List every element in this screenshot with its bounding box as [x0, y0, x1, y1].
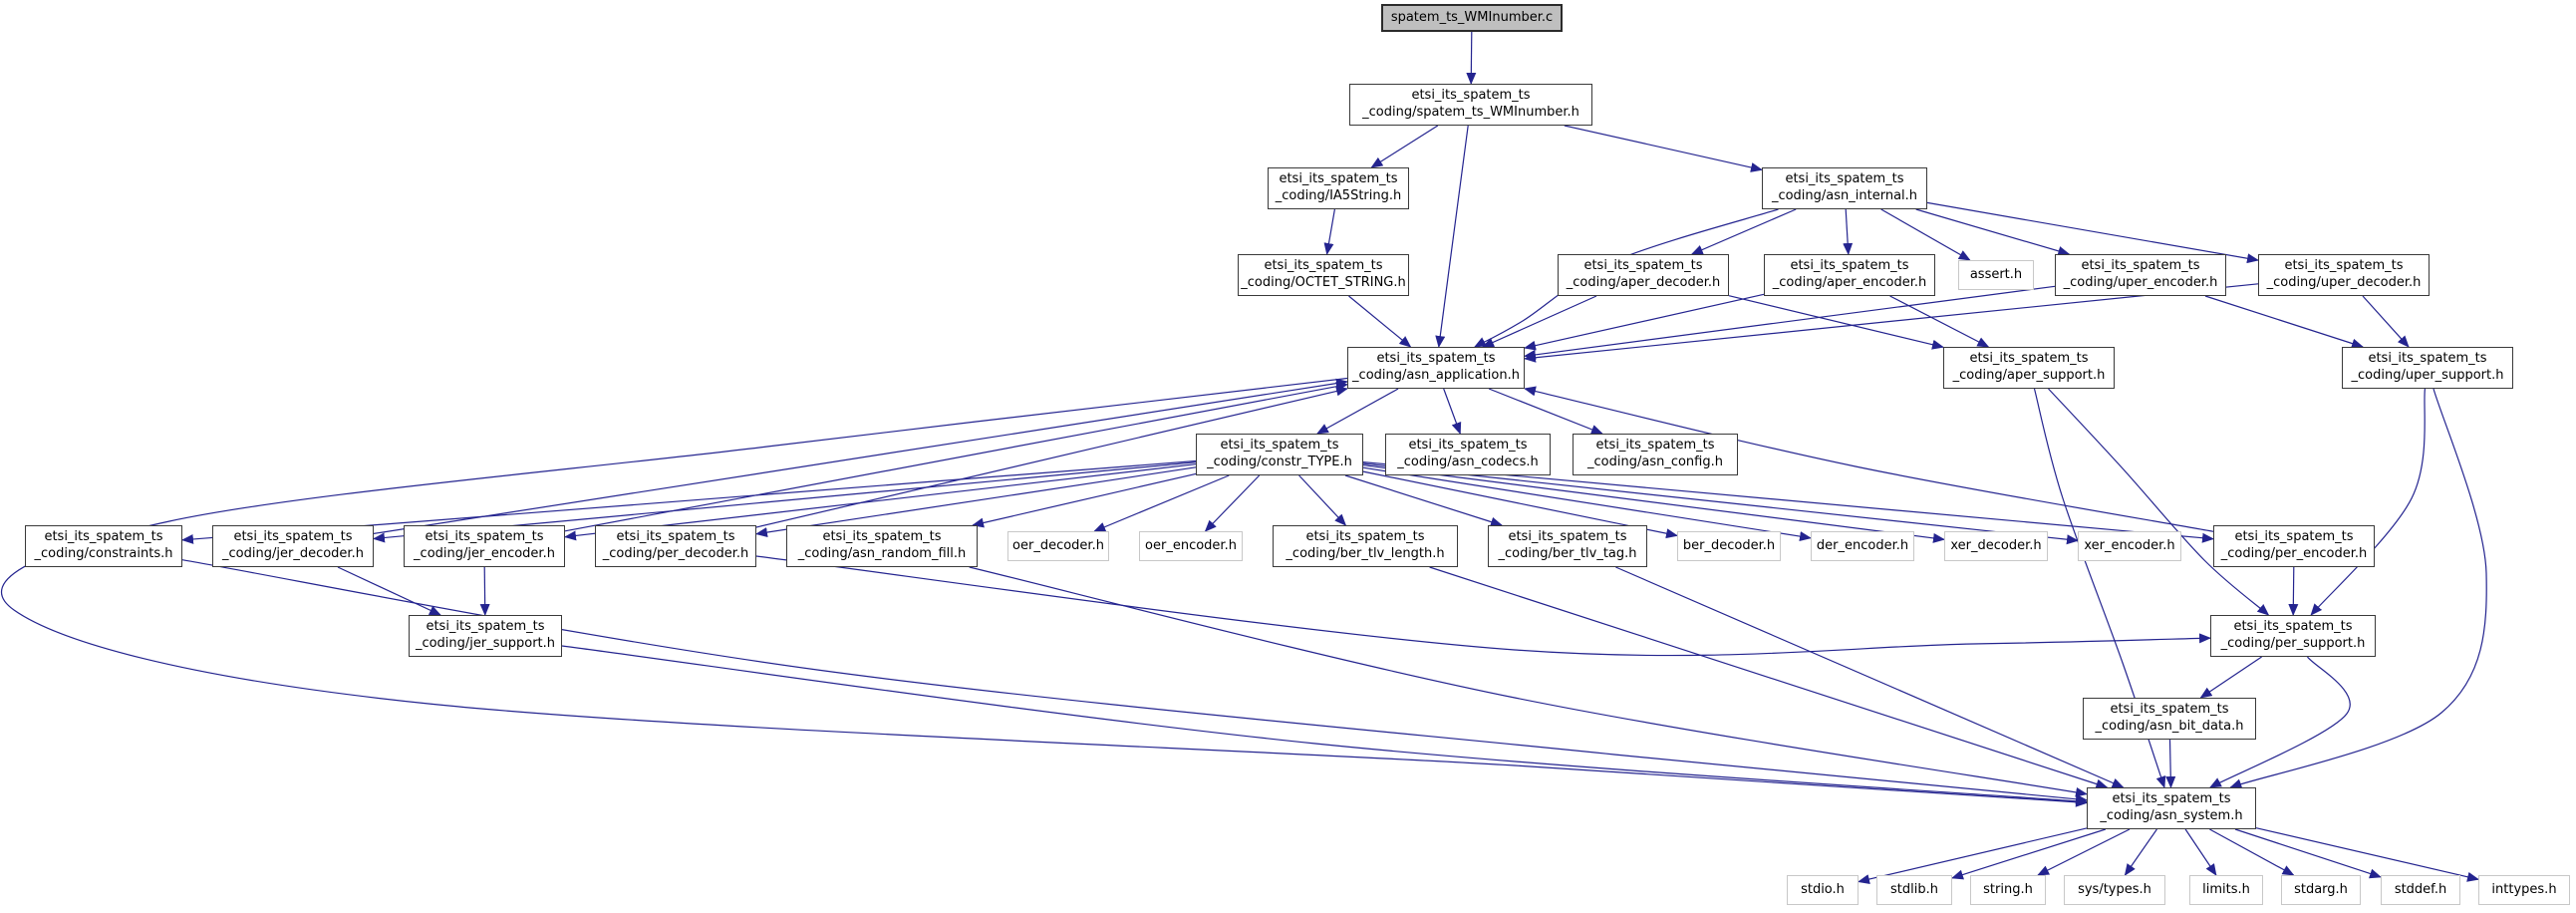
node-wminumber_h[interactable] — [1349, 84, 1592, 126]
edge-per_support-asn_bit_data — [2200, 657, 2261, 698]
edge-per_decoder-per_support — [756, 556, 2210, 656]
node-label-line: etsi_its_spatem_ts — [2234, 529, 2354, 545]
node-label-line: string.h — [1983, 881, 2033, 897]
node-label-line: _coding/asn_internal.h — [1771, 188, 1918, 203]
node-label-line: etsi_its_spatem_ts — [1408, 438, 1528, 454]
edge-uper_support-asn_system — [2230, 389, 2486, 787]
edge-per_encoder-per_support — [2293, 567, 2294, 615]
node-per_support[interactable] — [2210, 615, 2376, 657]
node-aper_encoder[interactable] — [1764, 254, 1935, 296]
node-asn_application[interactable] — [1347, 347, 1525, 389]
node-label-line: xer_encoder.h — [2084, 537, 2175, 553]
edge-constr_type-ber_tlv_tag — [1345, 475, 1502, 525]
node-label-line: _coding/uper_decoder.h — [2266, 275, 2422, 290]
node-label-line: _coding/asn_application.h — [1352, 368, 1520, 383]
node-label-line: etsi_its_spatem_ts — [1583, 258, 1703, 274]
node-aper_support[interactable] — [1943, 347, 2115, 389]
edge-asn_internal-uper_encoder — [1916, 209, 2070, 254]
edge-ia5string-octet_string — [1327, 209, 1335, 254]
node-oer_encoder — [1139, 531, 1243, 561]
node-label-line: assert.h — [1969, 266, 2023, 282]
node-label-line: _coding/jer_decoder.h — [222, 546, 364, 561]
edge-asn_system-stdio — [1859, 828, 2087, 882]
node-label-line: etsi_its_spatem_ts — [44, 529, 163, 545]
node-oer_decoder — [1007, 531, 1109, 561]
node-label-line: etsi_its_spatem_ts — [1264, 258, 1383, 274]
node-label-line: etsi_its_spatem_ts — [1411, 88, 1531, 104]
edge-constr_type-ber_tlv_length — [1299, 475, 1346, 525]
node-label-line: etsi_its_spatem_ts — [233, 529, 353, 545]
edge-octet_string-asn_application — [1349, 296, 1411, 347]
node-constraints[interactable] — [25, 525, 182, 567]
node-label-line: _coding/constr_TYPE.h — [1207, 455, 1352, 469]
node-label-line: _coding/jer_support.h — [415, 636, 556, 651]
node-label-line: etsi_its_spatem_ts — [426, 619, 545, 635]
node-label-line: _coding/ber_tlv_tag.h — [1498, 546, 1637, 561]
edge-asn_application-asn_config — [1489, 389, 1602, 434]
node-label-line: etsi_its_spatem_ts — [1595, 438, 1715, 454]
node-string — [1970, 875, 2046, 905]
edge-aper_encoder-aper_support — [1890, 296, 1989, 347]
node-label-line: _coding/aper_decoder.h — [1566, 275, 1721, 290]
node-label-line: etsi_its_spatem_ts — [1790, 258, 1909, 274]
edge-ber_tlv_tag-asn_system — [1615, 567, 2123, 787]
node-label-line: etsi_its_spatem_ts — [2112, 791, 2231, 807]
node-label-line: etsi_its_spatem_ts — [1279, 171, 1398, 187]
edge-constr_type-oer_encoder — [1206, 475, 1260, 531]
node-label-line: stdarg.h — [2294, 881, 2348, 897]
edge-uper_decoder-uper_support — [2363, 296, 2409, 347]
node-label-line: oer_encoder.h — [1145, 537, 1237, 553]
node-label-line: etsi_its_spatem_ts — [1785, 171, 1904, 187]
node-uper_decoder[interactable] — [2258, 254, 2430, 296]
edge-wminumber_h-asn_application — [1439, 126, 1468, 347]
edge-asn_application-constr_type — [1317, 389, 1398, 434]
edge-constr_type-oer_decoder — [1094, 475, 1229, 531]
node-assert_h — [1958, 260, 2034, 290]
node-label-line: etsi_its_spatem_ts — [2368, 351, 2487, 367]
node-label-line: spatem_ts_WMInumber.c — [1390, 9, 1554, 25]
node-label-line: etsi_its_spatem_ts — [822, 529, 942, 545]
edge-constr_type-asn_random_fill — [973, 473, 1196, 525]
node-label-line: etsi_its_spatem_ts — [425, 529, 544, 545]
node-label-line: sys/types.h — [2078, 881, 2151, 897]
node-asn_bit_data[interactable] — [2083, 698, 2256, 740]
node-aper_decoder[interactable] — [1558, 254, 1729, 296]
node-label-line: etsi_its_spatem_ts — [2081, 258, 2200, 274]
node-xer_decoder — [1944, 531, 2048, 561]
edge-asn_system-limits — [2185, 829, 2216, 875]
edge-asn_system-inttypes — [2256, 828, 2478, 880]
node-constr_type[interactable] — [1196, 434, 1363, 475]
node-label-line: etsi_its_spatem_ts — [1220, 438, 1339, 454]
node-label-line: _coding/uper_encoder.h — [2063, 275, 2218, 290]
edge-aper_decoder-aper_support — [1729, 296, 1943, 348]
node-label-line: _coding/IA5String.h — [1275, 188, 1402, 203]
node-label-line: _coding/spatem_ts_WMInumber.h — [1362, 105, 1579, 120]
node-label-line: inttypes.h — [2491, 881, 2557, 897]
node-label-line: _coding/per_decoder.h — [602, 546, 749, 561]
node-label-line: limits.h — [2202, 881, 2250, 897]
node-label-line: _coding/ber_tlv_length.h — [1286, 546, 1445, 561]
edge-ber_tlv_length-asn_system — [1430, 567, 2108, 787]
node-wminumber_c — [1381, 4, 1563, 32]
node-stdio — [1787, 875, 1859, 905]
edge-asn_internal-aper_decoder — [1692, 209, 1796, 254]
edge-jer_encoder-jer_support — [484, 567, 485, 615]
node-label-line: oer_decoder.h — [1012, 537, 1104, 553]
edge-uper_support-per_support — [2311, 389, 2425, 615]
node-asn_system[interactable] — [2087, 787, 2256, 829]
edge-wminumber_h-ia5string — [1371, 126, 1438, 167]
edge-asn_internal-aper_encoder — [1846, 209, 1849, 254]
node-jer_encoder[interactable] — [404, 525, 565, 567]
edge-asn_bit_data-asn_system — [2170, 740, 2171, 787]
node-label-line: etsi_its_spatem_ts — [1305, 529, 1425, 545]
node-xer_encoder — [2078, 531, 2181, 561]
edge-asn_random_fill-asn_system — [970, 567, 2087, 794]
edge-wminumber_h-asn_internal — [1565, 126, 1762, 169]
node-label-line: _coding/OCTET_STRING.h — [1241, 275, 1406, 290]
node-label-line: stddef.h — [2394, 881, 2447, 897]
edge-aper_decoder-asn_application — [1483, 296, 1596, 347]
edge-asn_application-asn_system — [1, 379, 2087, 803]
node-label-line: xer_decoder.h — [1950, 537, 2042, 553]
node-label-line: _coding/asn_system.h — [2100, 808, 2243, 823]
node-per_encoder[interactable] — [2213, 525, 2375, 567]
edge-wminumber_c-wminumber_h — [1471, 32, 1472, 84]
node-label-line: _coding/per_support.h — [2220, 636, 2366, 651]
node-jer_support[interactable] — [409, 615, 562, 657]
node-label-line: etsi_its_spatem_ts — [616, 529, 735, 545]
node-stdlib — [1876, 875, 1952, 905]
node-asn_random_fill[interactable] — [786, 525, 978, 567]
node-jer_decoder[interactable] — [212, 525, 374, 567]
node-stdarg — [2281, 875, 2361, 905]
node-ber_tlv_length[interactable] — [1273, 525, 1458, 567]
edge-asn_internal-assert_h — [1881, 209, 1970, 260]
node-label-line: _coding/asn_random_fill.h — [797, 546, 967, 561]
node-ber_tlv_tag[interactable] — [1488, 525, 1647, 567]
node-label-line: _coding/aper_support.h — [1952, 368, 2106, 383]
edge-asn_system-sys_types — [2125, 829, 2156, 875]
node-label-line: etsi_its_spatem_ts — [1969, 351, 2089, 367]
node-uper_support[interactable] — [2342, 347, 2513, 389]
edge-uper_encoder-asn_application — [1525, 286, 2055, 356]
node-sys_types — [2064, 875, 2165, 905]
node-label-line: _coding/uper_support.h — [2351, 368, 2504, 383]
node-limits — [2189, 875, 2263, 905]
node-asn_config[interactable] — [1573, 434, 1738, 475]
node-stddef — [2381, 875, 2460, 905]
node-uper_encoder[interactable] — [2055, 254, 2226, 296]
node-label-line: etsi_its_spatem_ts — [1376, 351, 1496, 367]
node-label-line: _coding/aper_encoder.h — [1772, 275, 1927, 290]
node-label-line: etsi_its_spatem_ts — [2284, 258, 2404, 274]
edge-asn_system-stddef — [2235, 829, 2381, 877]
edge-asn_internal-uper_decoder — [1927, 202, 2258, 260]
node-label-line: der_encoder.h — [1816, 537, 1909, 553]
node-label-line: stdio.h — [1801, 881, 1845, 897]
edge-constraints-asn_system — [182, 560, 2087, 800]
node-der_encoder — [1811, 531, 1914, 561]
node-label-line: _coding/per_encoder.h — [2220, 546, 2368, 561]
node-label-line: _coding/constraints.h — [34, 546, 173, 561]
node-label-line: etsi_its_spatem_ts — [2110, 702, 2229, 718]
node-ia5string[interactable] — [1268, 167, 1409, 209]
node-label-line: _coding/asn_config.h — [1587, 455, 1723, 469]
node-octet_string[interactable] — [1238, 254, 1409, 296]
node-label-line: _coding/jer_encoder.h — [414, 546, 555, 561]
node-label-line: etsi_its_spatem_ts — [2233, 619, 2353, 635]
edge-asn_system-stdarg — [2209, 829, 2293, 875]
node-asn_codecs[interactable] — [1385, 434, 1551, 475]
edge-uper_encoder-uper_support — [2205, 296, 2363, 347]
node-per_decoder[interactable] — [595, 525, 756, 567]
node-label-line: stdlib.h — [1890, 881, 1938, 897]
node-asn_internal[interactable] — [1762, 167, 1927, 209]
node-label-line: ber_decoder.h — [1682, 537, 1776, 553]
edge-asn_system-stdlib — [1952, 829, 2106, 878]
edge-asn_application-asn_codecs — [1444, 389, 1461, 434]
node-label-line: _coding/asn_bit_data.h — [2095, 719, 2244, 734]
node-inttypes — [2478, 875, 2570, 905]
edge-aper_support-per_support — [2049, 389, 2269, 615]
node-label-line: etsi_its_spatem_ts — [1508, 529, 1627, 545]
node-ber_decoder — [1677, 531, 1781, 561]
node-label-line: _coding/asn_codecs.h — [1397, 455, 1539, 469]
